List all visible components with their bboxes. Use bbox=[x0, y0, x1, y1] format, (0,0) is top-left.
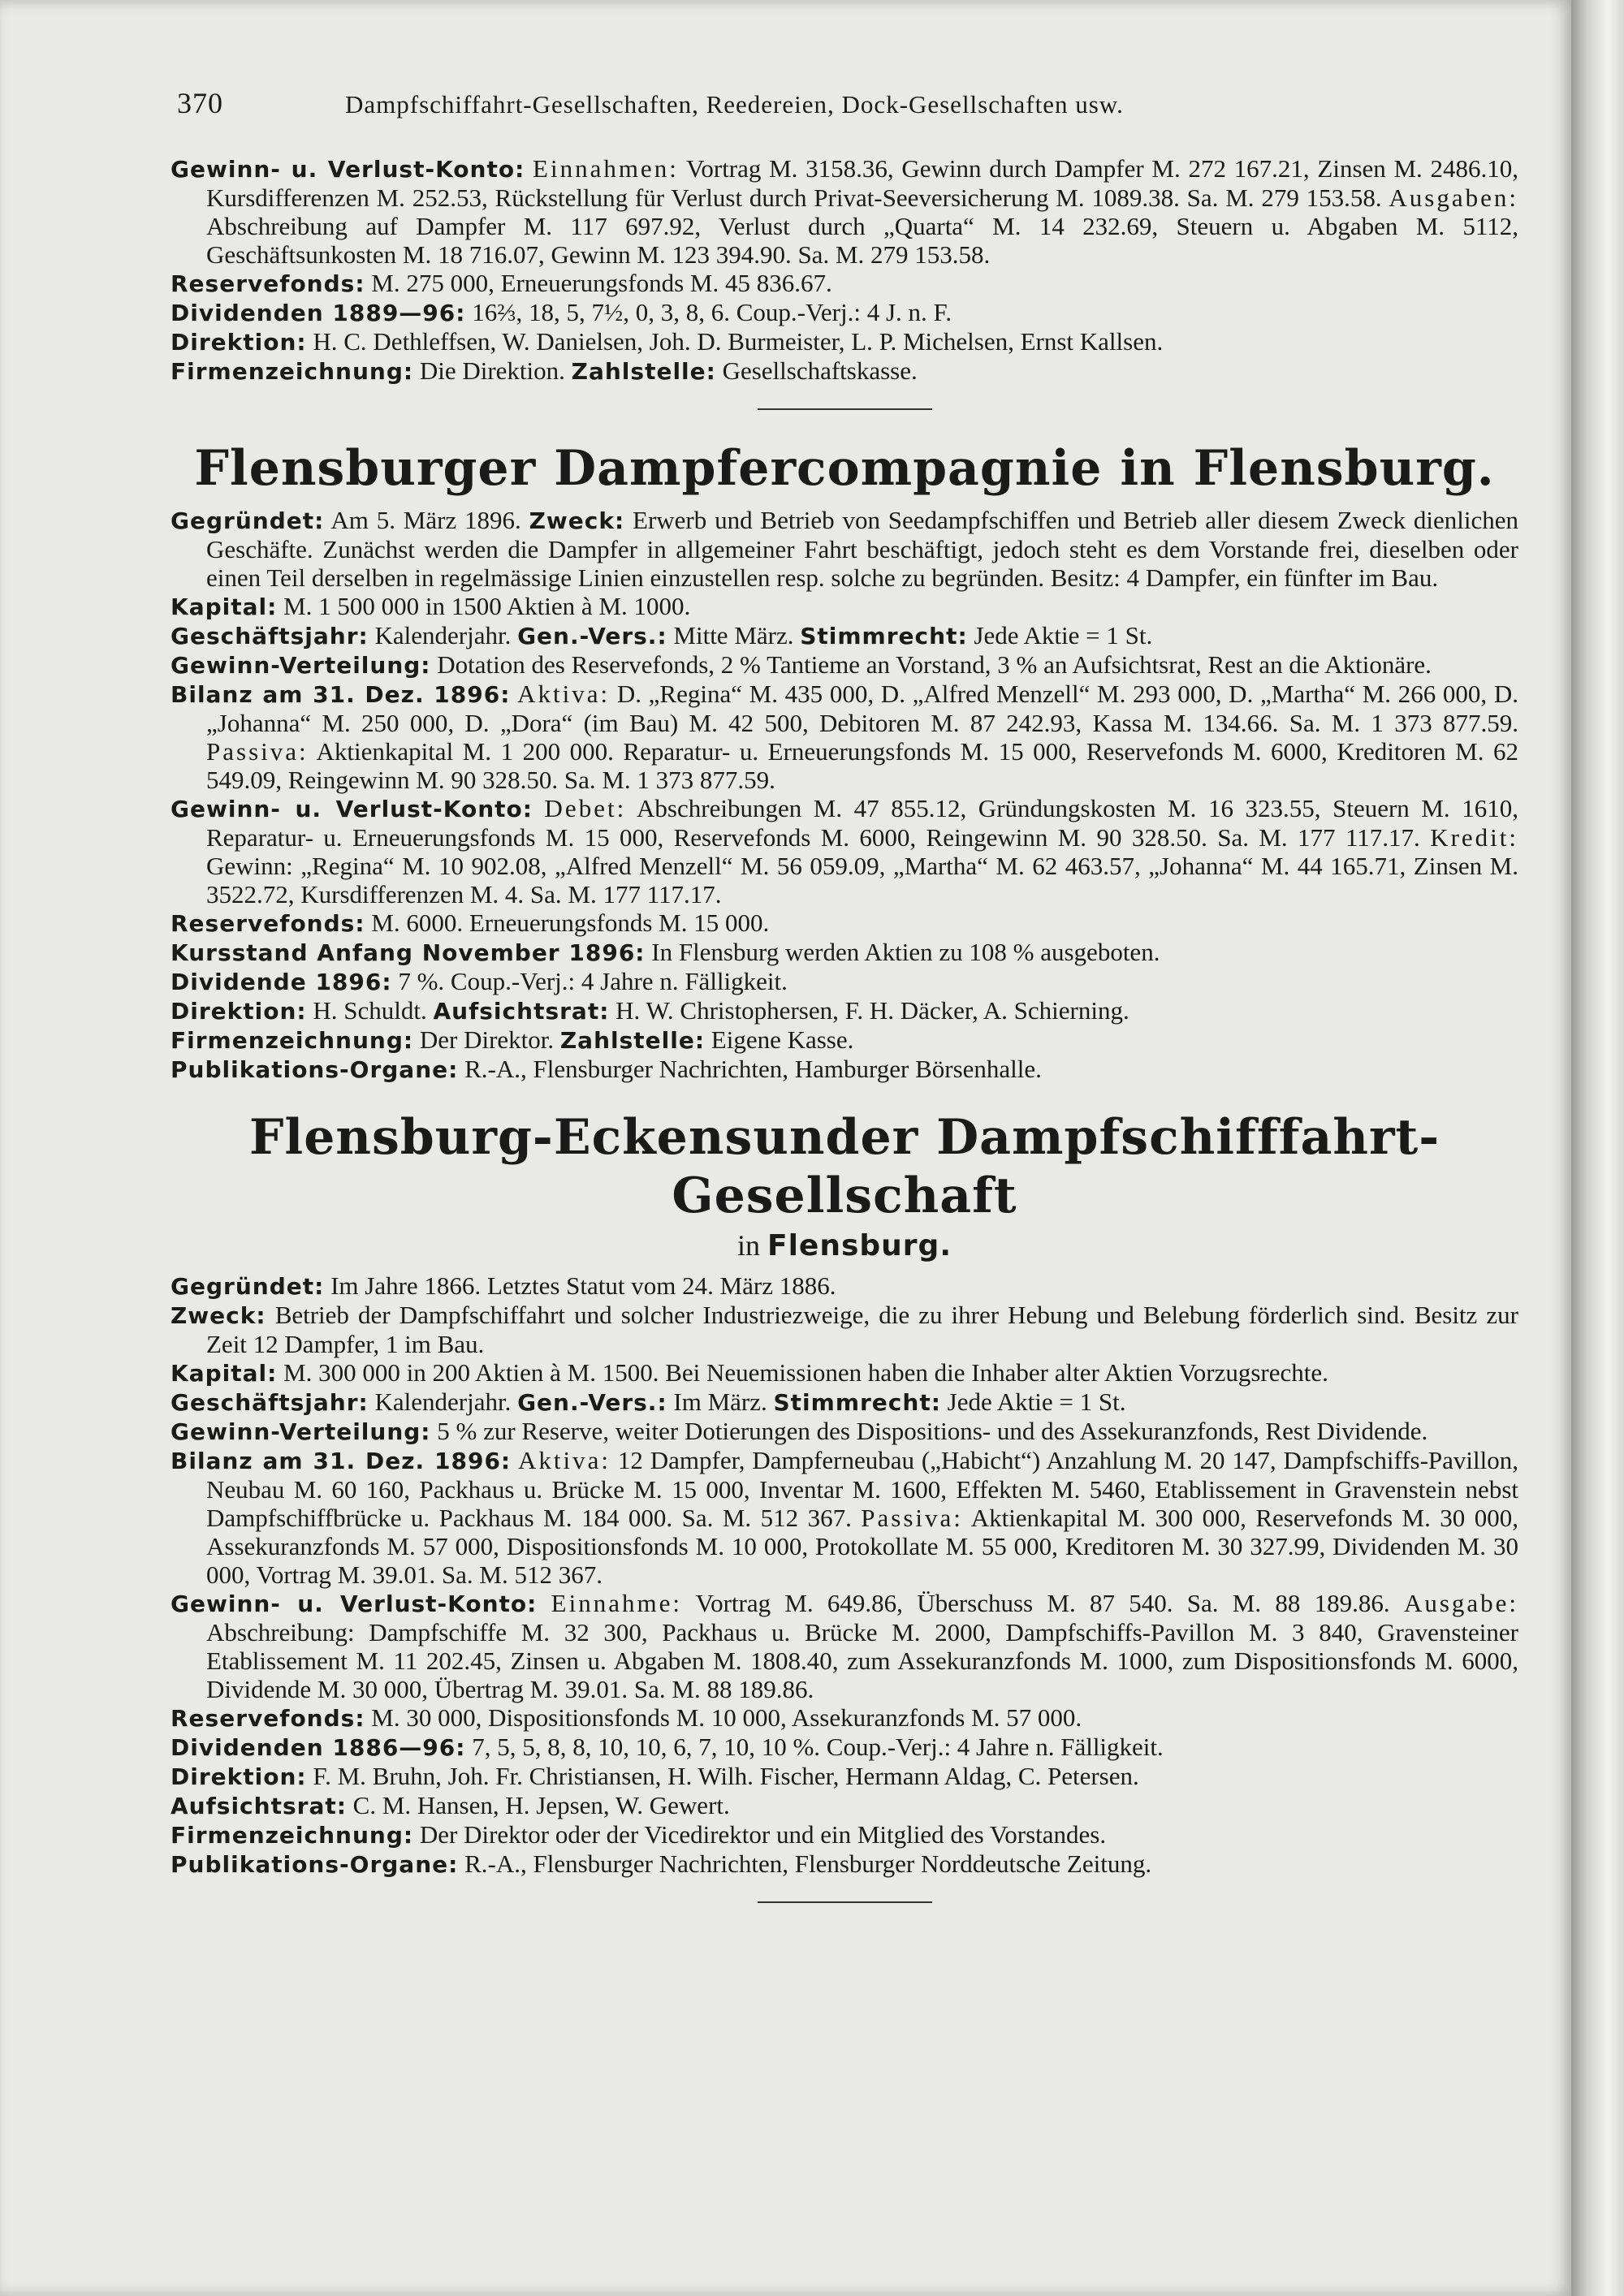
c2-publ-text: R.-A., Flensburger Nachrichten, Flensburger Norddeutsche Zeitung. bbox=[464, 1849, 1152, 1878]
c2-ausgabe-label: Ausgabe: bbox=[1403, 1589, 1519, 1617]
c1-bilanz-label: Bilanz am 31. Dez. 1896: bbox=[171, 681, 511, 708]
c1-zahlstelle-label: Zahlstelle: bbox=[559, 1027, 706, 1054]
prev-reserve-text: M. 275 000, Erneuerungsfonds M. 45 836.67. bbox=[371, 269, 832, 297]
prev-guv-ausgaben-label: Ausgaben: bbox=[1389, 183, 1518, 212]
page-header bbox=[177, 89, 1518, 119]
c2-einnahme-label: Einnahme: bbox=[551, 1589, 682, 1617]
c1-gewinn-verteilung bbox=[171, 650, 1518, 680]
c1-direktion-text: H. Schuldt. bbox=[313, 996, 427, 1025]
page-content bbox=[171, 89, 1518, 1932]
prev-guv-label: Gewinn- u. Verlust-Konto: bbox=[171, 156, 525, 183]
c2-geschaeftsjahr bbox=[171, 1388, 1518, 1417]
c2-gegruendet-text: Im Jahre 1866. Letztes Statut vom 24. März 1886. bbox=[330, 1271, 836, 1300]
c2-zweck-label: Zweck: bbox=[171, 1302, 266, 1329]
c2-firmen-text: Der Direktor oder der Vicedirektor und ein Mitglied des Vorstandes. bbox=[419, 1820, 1107, 1849]
prev-firmen-text: Die Direktion. bbox=[419, 356, 565, 385]
c2-firmen-label: Firmenzeichnung: bbox=[171, 1822, 414, 1849]
prev-guv-einnahmen-label: Einnahmen: bbox=[533, 154, 679, 183]
c1-gv-label: Gewinn-Verteilung: bbox=[171, 652, 431, 679]
c1-aufsicht-text: H. W. Christophersen, F. H. Däcker, A. Schierning. bbox=[615, 996, 1129, 1025]
company-title: Flensburger Dampfercompagnie in Flensburg. bbox=[194, 440, 1495, 497]
c2-dividenden bbox=[171, 1733, 1518, 1762]
prev-guv-text-a: Vortrag M. 3158.36, Gewinn durch Dampfer M. 272 167.21, Zinsen M. 2486.10, Kursdifferenzen M. 252.53, Rückstellung für Verlust durch Privat-Seeversicherung M. 1089.38. Sa. M. 279 153.58. bbox=[206, 154, 1519, 212]
company-subtitle bbox=[171, 1228, 1518, 1263]
page-number: 370 bbox=[177, 87, 223, 119]
c2-kapital-text: M. 300 000 in 200 Aktien à M. 1500. Bei Neuemissionen haben die Inhaber alter Aktien Vorzugsrechte. bbox=[283, 1358, 1328, 1387]
prev-direktion-label: Direktion: bbox=[171, 329, 307, 356]
c2-publ-label: Publikations-Organe: bbox=[171, 1851, 459, 1878]
c2-gj-text: Kalenderjahr. bbox=[374, 1388, 512, 1416]
c2-direktion-text: F. M. Bruhn, Joh. Fr. Christiansen, H. Wilh. Fischer, Hermann Aldag, C. Petersen. bbox=[313, 1762, 1139, 1790]
c1-kapital-text: M. 1 500 000 in 1500 Aktien à M. 1000. bbox=[283, 592, 691, 620]
c2-zweck bbox=[171, 1301, 1518, 1358]
c2-guv bbox=[171, 1589, 1518, 1703]
c1-dividende bbox=[171, 967, 1518, 996]
c1-passiva-label: Passiva: bbox=[206, 737, 309, 766]
c1-aktiva-text: D. „Regina“ M. 435 000, D. „Alfred Menzell“ M. 293 000, D. „Martha“ M. 266 000, D. „Johanna“ M. 250 000, D. „Dora“ (im Bau) M. 42 500, Debitoren M. 87 242.93, Kassa M. 134.66. Sa. M. 1 373 877.59. bbox=[206, 680, 1519, 737]
c2-genvers-label: Gen.-Vers.: bbox=[517, 1389, 667, 1416]
subtitle-prefix: in bbox=[736, 1229, 760, 1262]
c1-gegruendet-text: Am 5. März 1896. bbox=[330, 506, 521, 534]
c1-reservefonds bbox=[171, 908, 1518, 938]
prev-guv bbox=[171, 154, 1518, 269]
c1-zweck-label: Zweck: bbox=[529, 507, 625, 534]
c1-firmen-text: Der Direktor. bbox=[419, 1025, 555, 1054]
c1-stimm-text: Jede Aktie = 1 St. bbox=[974, 621, 1153, 650]
section-divider bbox=[758, 1901, 932, 1903]
c1-kapital bbox=[171, 592, 1518, 621]
c2-gj-label: Geschäftsjahr: bbox=[171, 1389, 369, 1416]
c2-einnahme-text: Vortrag M. 649.86, Überschuss M. 87 540. Sa. M. 88 189.86. bbox=[695, 1589, 1390, 1617]
c2-bilanz bbox=[171, 1446, 1518, 1589]
c2-direktion-label: Direktion: bbox=[171, 1763, 307, 1790]
prev-direktion-text: H. C. Dethleffsen, W. Danielsen, Joh. D. Burmeister, L. P. Michelsen, Ernst Kallsen. bbox=[313, 327, 1164, 356]
c2-gv-text: 5 % zur Reserve, weiter Dotierungen des Dispositions- und des Assekuranzfonds, Rest Dividende. bbox=[437, 1417, 1428, 1445]
c2-genvers-text: Im März. bbox=[673, 1388, 767, 1416]
prev-firmenzeichnung bbox=[171, 356, 1518, 386]
c2-aufsicht-text: C. M. Hansen, H. Jepsen, W. Gewert. bbox=[352, 1791, 730, 1819]
c1-publ-text: R.-A., Flensburger Nachrichten, Hamburger Börsenhalle. bbox=[464, 1055, 1042, 1083]
c2-gegruendet-label: Gegründet: bbox=[171, 1273, 325, 1300]
c1-zweck-text: Erwerb und Betrieb von Seedampfschiffen und Betrieb aller diesem Zweck dienlichen Geschäfte. Zunächst werden die Dampfer in allgemeiner Fahrt beschäftigt, jedoch steht es dem Vorstande frei, dieselben oder einen Teil derselben in regelmässige Linien einzustellen resp. solche zu begründen. Besitz: 4 Dampfer, ein fünfter im Bau. bbox=[206, 506, 1519, 592]
c1-kursstand bbox=[171, 938, 1518, 967]
c1-debet-label: Debet: bbox=[544, 794, 627, 822]
c1-debet-text: Abschreibungen M. 47 855.12, Gründungskosten M. 16 323.55, Steuern M. 1610, Reparatur- u. Erneuerungsfonds M. 15 000, Reservefonds M. 6000, Reingewinn M. 90 328.50. Sa. M. 177 117.17. bbox=[206, 794, 1519, 852]
c2-reserve-text: M. 30 000, Dispositionsfonds M. 10 000, Assekuranzfonds M. 57 000. bbox=[371, 1703, 1082, 1732]
c1-stimm-label: Stimmrecht: bbox=[800, 623, 968, 650]
c2-firmenzeichnung bbox=[171, 1820, 1518, 1849]
c1-gj-label: Geschäftsjahr: bbox=[171, 623, 369, 650]
c1-kredit-label: Kredit: bbox=[1430, 823, 1518, 852]
prev-reserve-label: Reservefonds: bbox=[171, 270, 365, 297]
c2-reserve-label: Reservefonds: bbox=[171, 1705, 365, 1732]
c1-gj-text: Kalenderjahr. bbox=[374, 621, 512, 650]
c1-aufsicht-label: Aufsichtsrat: bbox=[433, 998, 610, 1025]
c2-reservefonds bbox=[171, 1703, 1518, 1733]
c1-genvers-label: Gen.-Vers.: bbox=[517, 623, 667, 650]
c1-firmen-label: Firmenzeichnung: bbox=[171, 1027, 414, 1054]
c1-passiva-text: Aktienkapital M. 1 200 000. Reparatur- u. Erneuerungsfonds M. 15 000, Reservefonds M. 6000, Kreditoren M. 62 549.09, Reingewinn M. 90 328.50. Sa. M. 1 373 877.59. bbox=[206, 737, 1518, 794]
c1-kredit-text: Gewinn: „Regina“ M. 10 902.08, „Alfred Menzell“ M. 56 059.09, „Martha“ M. 62 463.57, „Johanna“ M. 44 165.71, Zinsen M. 3522.72, Kursdifferenzen M. 4. Sa. M. 177 117.17. bbox=[206, 852, 1518, 908]
company-entry-flensburg-eckensunder bbox=[171, 1108, 1518, 1879]
c1-publikation bbox=[171, 1055, 1518, 1084]
c1-reserve-text: M. 6000. Erneuerungsfonds M. 15 000. bbox=[371, 908, 770, 937]
c2-passiva-label: Passiva: bbox=[861, 1504, 963, 1532]
c2-div-text: 7, 5, 5, 8, 8, 10, 10, 6, 7, 10, 10 %. Coup.-Verj.: 4 Jahre n. Fälligkeit. bbox=[472, 1733, 1164, 1761]
c1-publ-label: Publikations-Organe: bbox=[171, 1056, 459, 1083]
running-title: Dampfschiffahrt-Gesellschaften, Reedereien, Dock-Gesellschaften usw. bbox=[345, 90, 1124, 119]
subtitle-place: Flensburg. bbox=[767, 1229, 952, 1262]
prev-reserve bbox=[171, 269, 1518, 298]
c1-reserve-label: Reservefonds: bbox=[171, 910, 365, 937]
c1-direktion-label: Direktion: bbox=[171, 998, 307, 1025]
prev-guv-text-b: Abschreibung auf Dampfer M. 117 697.92, Verlust durch „Quarta“ M. 14 232.69, Steuern u. Abgaben M. 5112, Geschäftsunkosten M. 18 716.07, Gewinn M. 123 394.90. Sa. M. 279 153.58. bbox=[206, 212, 1518, 269]
prev-direktion bbox=[171, 327, 1518, 356]
c2-passiva-text: Aktienkapital M. 300 000, Reservefonds M. 30 000, Assekuranzfonds M. 57 000, Dispositionsfonds M. 10 000, Protokollate M. 55 000, Kreditoren M. 30 327.99, Dividenden M. 30 000, Vortrag M. 39.01. Sa. M. 512 367. bbox=[206, 1504, 1519, 1589]
c2-zweck-text: Betrieb der Dampfschiffahrt und solcher Industriezweige, die zu ihrer Hebung und Belebung förderlich sind. Besitz zur Zeit 12 Dampfer, 1 im Bau. bbox=[206, 1301, 1518, 1358]
c1-div-label: Dividende 1896: bbox=[171, 969, 392, 995]
c1-bilanz bbox=[171, 680, 1518, 794]
c2-guv-label: Gewinn- u. Verlust-Konto: bbox=[171, 1590, 538, 1617]
c2-publikation bbox=[171, 1849, 1518, 1879]
c2-div-label: Dividenden 1886—96: bbox=[171, 1734, 466, 1761]
c2-kapital bbox=[171, 1358, 1518, 1388]
c1-kurs-label: Kursstand Anfang November 1896: bbox=[171, 939, 646, 966]
section-divider bbox=[758, 408, 932, 410]
prev-dividenden-text: 16⅔, 18, 5, 7½, 0, 3, 8, 6. Coup.-Verj.: 4 J. n. F. bbox=[472, 298, 952, 326]
c2-stimm-text: Jede Aktie = 1 St. bbox=[947, 1388, 1126, 1416]
c1-gv-text: Dotation des Reservefonds, 2 % Tantieme an Vorstand, 3 % an Aufsichtsrat, Rest an die Aktionäre. bbox=[437, 650, 1432, 679]
c2-aktiva-text: 12 Dampfer, Dampferneubau („Habicht“) Anzahlung M. 20 147, Dampfschiffs-Pavillon, Neubau M. 60 160, Packhaus u. Brücke M. 15 000, Inventar M. 1600, Effekten M. 5460, Etablissement in Gravenstein nebst Dampfschiffbrücke u. Packhaus M. 184 000. Sa. M. 512 367. bbox=[206, 1446, 1519, 1532]
c2-gegruendet bbox=[171, 1271, 1518, 1301]
c2-kapital-label: Kapital: bbox=[171, 1360, 278, 1387]
c2-stimm-label: Stimmrecht: bbox=[773, 1389, 941, 1416]
prev-zahlstelle-label: Zahlstelle: bbox=[571, 358, 716, 385]
c1-direktion bbox=[171, 996, 1518, 1025]
prev-dividenden-label: Dividenden 1889—96: bbox=[171, 300, 466, 326]
c1-kapital-label: Kapital: bbox=[171, 593, 278, 620]
prev-dividenden bbox=[171, 298, 1518, 327]
company-title: Flensburg-Eckensunder Dampfschifffahrt-Gesellschaft bbox=[248, 1109, 1440, 1224]
c1-firmenzeichnung bbox=[171, 1025, 1518, 1055]
c2-ausgabe-text: Abschreibung: Dampfschiffe M. 32 300, Packhaus u. Brücke M. 2000, Dampfschiffs-Pavillon M. 3 840, Gravensteiner Etablissement M. 11 202.45, Zinsen u. Abgaben M. 1808.40, zum Assekuranzfonds M. 1000, zum Dispositionsfonds M. 6000, Dividende M. 30 000, Übertrag M. 39.01. Sa. M. 88 189.86. bbox=[206, 1618, 1518, 1703]
c1-aktiva-label: Aktiva: bbox=[517, 680, 611, 708]
c1-guv-label: Gewinn- u. Verlust-Konto: bbox=[171, 796, 533, 822]
c1-zahlstelle-text: Eigene Kasse. bbox=[710, 1025, 854, 1054]
c1-genvers-text: Mitte März. bbox=[673, 621, 794, 650]
c2-aktiva-label: Aktiva: bbox=[518, 1446, 611, 1474]
c1-gegruendet-label: Gegründet: bbox=[171, 507, 325, 534]
prev-company-entry bbox=[171, 154, 1518, 386]
c2-gewinn-verteilung bbox=[171, 1417, 1518, 1446]
c1-guv bbox=[171, 794, 1518, 908]
company-entry-flensburger-dampfercompagnie bbox=[171, 439, 1518, 1084]
c2-bilanz-label: Bilanz am 31. Dez. 1896: bbox=[171, 1448, 512, 1474]
c1-geschaeftsjahr bbox=[171, 621, 1518, 650]
prev-firmen-label: Firmenzeichnung: bbox=[171, 358, 414, 385]
section-gap bbox=[171, 1084, 1518, 1108]
c2-gv-label: Gewinn-Verteilung: bbox=[171, 1418, 431, 1445]
c2-aufsichtsrat bbox=[171, 1791, 1518, 1820]
c2-aufsicht-label: Aufsichtsrat: bbox=[171, 1793, 347, 1819]
c1-kurs-text: In Flensburg werden Aktien zu 108 % ausgeboten. bbox=[651, 938, 1160, 966]
prev-zahlstelle-text: Gesellschaftskasse. bbox=[722, 356, 918, 385]
c1-gegruendet-zweck bbox=[171, 506, 1518, 592]
c1-div-text: 7 %. Coup.-Verj.: 4 Jahre n. Fälligkeit. bbox=[398, 967, 788, 995]
c2-direktion bbox=[171, 1762, 1518, 1791]
page-edge-shadow bbox=[1571, 0, 1624, 2296]
